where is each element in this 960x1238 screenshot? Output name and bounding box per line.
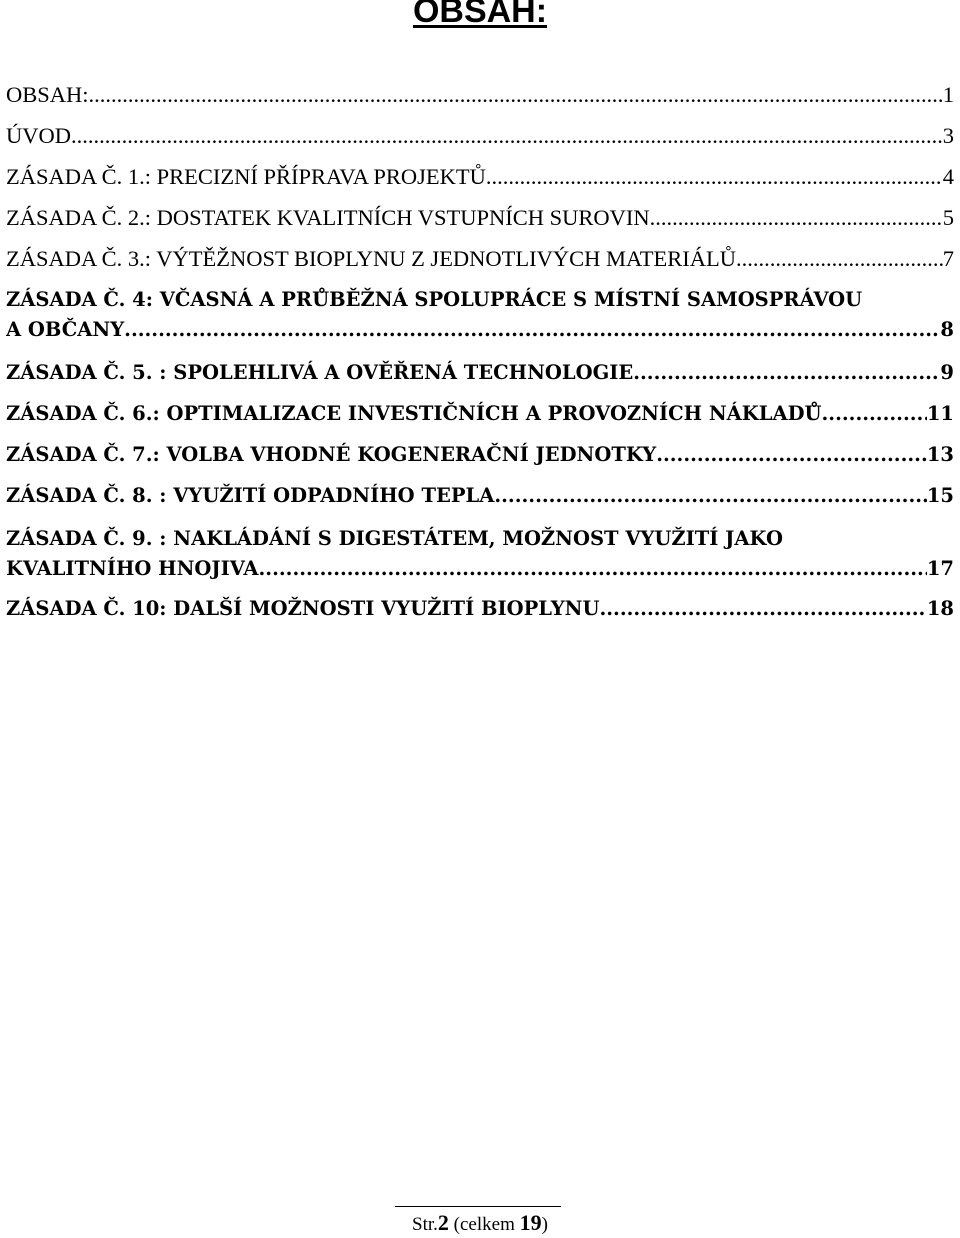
toc-entry-uvod[interactable]: [6, 123, 954, 149]
toc-entry-page: 18: [926, 597, 954, 620]
toc-leader-dots: [71, 123, 943, 149]
toc-entry-label: ZÁSADA Č. 9. : NAKLÁDÁNÍ S DIGESTÁTEM, MOŽNOST VYUŽITÍ JAKO: [6, 527, 783, 550]
toc-entry-page: 13: [926, 443, 954, 466]
toc-leader-dots: [656, 442, 927, 468]
toc-entry-zasada-2[interactable]: [6, 205, 954, 231]
toc-entry-label: ZÁSADA Č. 7.: VOLBA VHODNÉ KOGENERAČNÍ JEDNOTKY: [6, 443, 657, 466]
toc-entry-zasada-9[interactable]: [6, 526, 954, 582]
toc-entry-label: ZÁSADA Č. 8. : VYUŽITÍ ODPADNÍHO TEPLA: [6, 484, 495, 507]
footer-middle: (celkem: [448, 1214, 520, 1235]
page-title: OBSAH:: [412, 0, 548, 30]
toc-entry-page: 15: [926, 484, 954, 507]
toc-leader-dots: [822, 401, 927, 427]
toc-entry-page: 9: [940, 361, 954, 384]
toc-leader-dots: [89, 82, 943, 108]
toc-leader-dots: [494, 483, 927, 509]
toc-entry-label-continued: A OBČANY: [6, 318, 125, 341]
toc-entry-label: OBSAH:: [6, 82, 89, 107]
toc-entry-page: 7: [942, 246, 954, 271]
toc-entry-page: 3: [942, 123, 954, 148]
toc-entry-label: ZÁSADA Č. 10: DALŠÍ MOŽNOSTI VYUŽITÍ BIOPLYNU: [6, 597, 600, 620]
footer-prefix: Str.: [412, 1214, 438, 1235]
toc-entry-label: ZÁSADA Č. 2.: DOSTATEK KVALITNÍCH VSTUPNÍCH SUROVIN: [6, 205, 650, 230]
toc-entry-zasada-6[interactable]: [6, 401, 954, 427]
toc-entry-page: 1: [942, 82, 954, 107]
toc-entry-label: ZÁSADA Č. 6.: OPTIMALIZACE INVESTIČNÍCH A PROVOZNÍCH NÁKLADŮ: [6, 402, 822, 425]
toc-entry-page: 4: [942, 164, 954, 189]
toc-entry-label: ZÁSADA Č. 3.: VÝTĚŽNOST BIOPLYNU Z JEDNOTLIVÝCH MATERIÁLŮ: [6, 246, 737, 271]
toc-entry-label-continued: KVALITNÍHO HNOJIVA: [6, 557, 259, 580]
toc-entry-label: ZÁSADA Č. 1.: PRECIZNÍ PŘÍPRAVA PROJEKTŮ: [6, 164, 486, 189]
toc-entry-zasada-1[interactable]: [6, 164, 954, 190]
toc-leader-dots: [736, 246, 943, 272]
toc-entry-zasada-3[interactable]: [6, 246, 954, 272]
footer-page-number: 2: [437, 1210, 449, 1235]
toc-entry-zasada-5[interactable]: [6, 360, 954, 386]
toc-entry-label: ZÁSADA Č. 4: VČASNÁ A PRŮBĚŽNÁ SPOLUPRÁCE S MÍSTNÍ SAMOSPRÁVOU: [6, 288, 863, 311]
toc-entry-page: 5: [942, 205, 954, 230]
toc-entry-zasada-8[interactable]: [6, 483, 954, 509]
toc-leader-dots: [124, 317, 940, 343]
toc-leader-dots: [486, 164, 943, 190]
toc-entry-label: ZÁSADA Č. 5. : SPOLEHLIVÁ A OVĚŘENÁ TECHNOLOGIE: [6, 361, 634, 384]
toc-leader-dots: [633, 360, 940, 386]
page-footer: [0, 1210, 960, 1238]
toc-entry-zasada-10[interactable]: [6, 596, 954, 622]
toc-leader-dots: [599, 596, 926, 622]
toc-entry-zasada-4[interactable]: [6, 287, 954, 343]
toc-entry-zasada-7[interactable]: [6, 442, 954, 468]
toc-entry-page: 17: [926, 557, 954, 580]
toc-entry-label: ÚVOD: [6, 123, 71, 148]
toc-entry-obsah[interactable]: [6, 82, 954, 108]
toc-leader-dots: [650, 205, 943, 231]
footer-suffix: ): [541, 1214, 548, 1235]
footer-divider: [395, 1206, 561, 1207]
toc-entry-page: 8: [940, 318, 954, 341]
toc-leader-dots: [259, 556, 927, 582]
footer-total-pages: 19: [519, 1210, 542, 1235]
toc-entry-page: 11: [926, 402, 954, 425]
table-of-contents: [6, 0, 954, 640]
